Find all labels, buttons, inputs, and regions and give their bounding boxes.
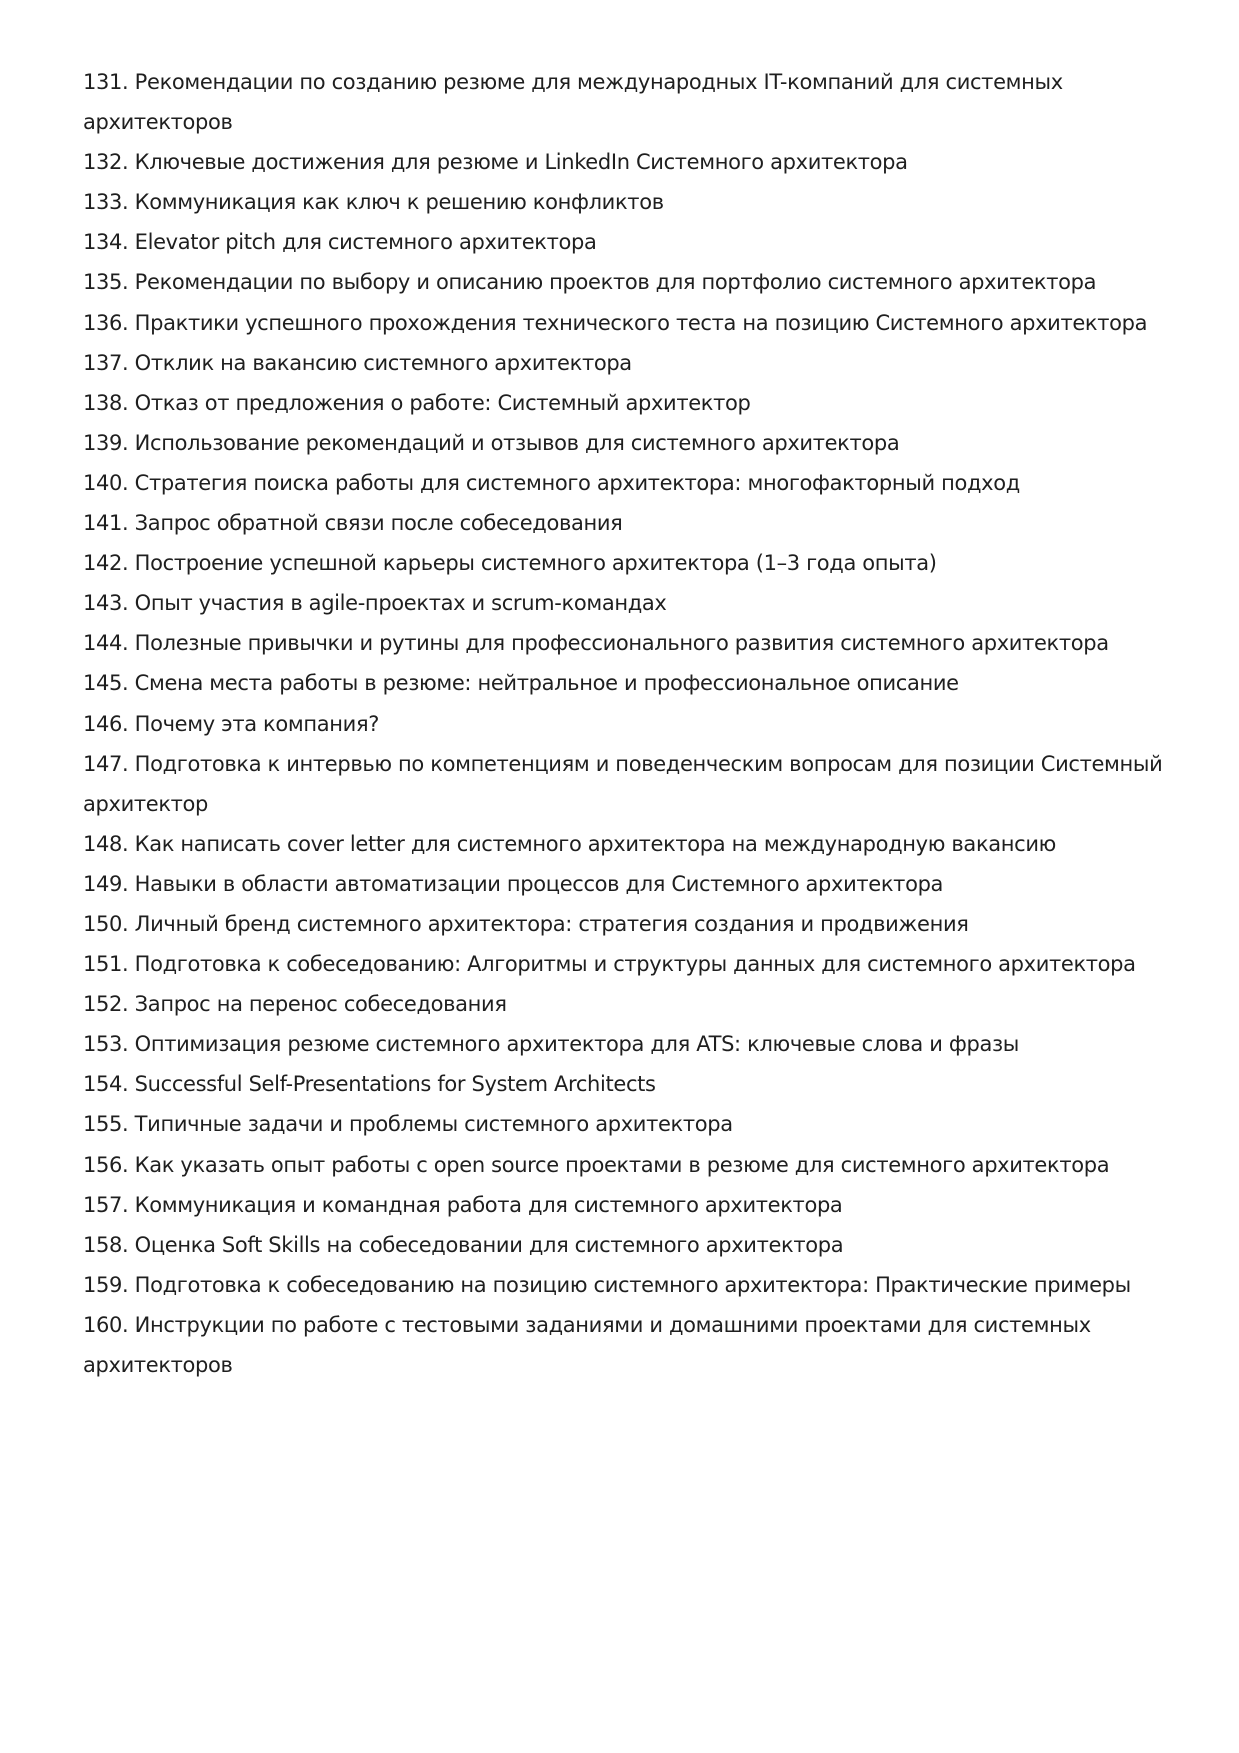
list-item: 152. Запрос на перенос собеседования <box>83 992 507 1017</box>
list-item: 156. Как указать опыт работы с open source проектами в резюме для системного архитектора <box>83 1152 1110 1177</box>
list-item: 144. Полезные привычки и рутины для профессионального развития системного архитектора <box>83 631 1109 656</box>
topic-list <box>83 62 1163 1385</box>
list-item: 153. Оптимизация резюме системного архитектора для ATS: ключевые слова и фразы <box>83 1032 1020 1057</box>
list-item: 140. Стратегия поиска работы для системного архитектора: многофакторный подход <box>83 470 1020 495</box>
list-item: 150. Личный бренд системного архитектора: стратегия создания и продвижения <box>83 911 969 936</box>
list-item: 133. Коммуникация как ключ к решению конфликтов <box>83 190 664 215</box>
list-item: 158. Оценка Soft Skills на собеседовании для системного архитектора <box>83 1232 844 1257</box>
list-item: 148. Как написать cover letter для системного архитектора на международную вакансию <box>83 831 1056 856</box>
list-item: 136. Практики успешного прохождения технического теста на позицию Системного архитектора <box>83 310 1148 335</box>
list-item: 131. Рекомендации по созданию резюме для международных IT-компаний для системных архитекторов <box>83 70 1063 135</box>
list-item: 141. Запрос обратной связи после собеседования <box>83 511 623 536</box>
list-item: 160. Инструкции по работе с тестовыми заданиями и домашними проектами для системных архитекторов <box>83 1312 1091 1377</box>
list-item: 154. Successful Self-Presentations for System Architects <box>83 1072 656 1097</box>
list-item: 134. Elevator pitch для системного архитектора <box>83 230 597 255</box>
list-item: 151. Подготовка к собеседованию: Алгоритмы и структуры данных для системного архитектора <box>83 952 1136 977</box>
list-item: 159. Подготовка к собеседованию на позицию системного архитектора: Практические примеры <box>83 1272 1131 1297</box>
list-item: 139. Использование рекомендаций и отзывов для системного архитектора <box>83 430 900 455</box>
list-item: 142. Построение успешной карьеры системного архитектора (1–3 года опыта) <box>83 551 937 576</box>
list-item: 147. Подготовка к интервью по компетенциям и поведенческим вопросам для позиции Системный архитектор <box>83 751 1163 816</box>
list-item: 146. Почему эта компания? <box>83 711 380 736</box>
list-item: 132. Ключевые достижения для резюме и LinkedIn Системного архитектора <box>83 150 908 175</box>
list-item: 149. Навыки в области автоматизации процессов для Системного архитектора <box>83 871 944 896</box>
list-item: 145. Смена места работы в резюме: нейтральное и профессиональное описание <box>83 671 959 696</box>
list-item: 157. Коммуникация и командная работа для системного архитектора <box>83 1192 843 1217</box>
list-item: 143. Опыт участия в agile-проектах и scrum-командах <box>83 591 667 616</box>
list-item: 137. Отклик на вакансию системного архитектора <box>83 350 632 375</box>
list-item: 155. Типичные задачи и проблемы системного архитектора <box>83 1112 733 1137</box>
list-item: 135. Рекомендации по выбору и описанию проектов для портфолио системного архитектора <box>83 270 1097 295</box>
list-item: 138. Отказ от предложения о работе: Системный архитектор <box>83 390 751 415</box>
